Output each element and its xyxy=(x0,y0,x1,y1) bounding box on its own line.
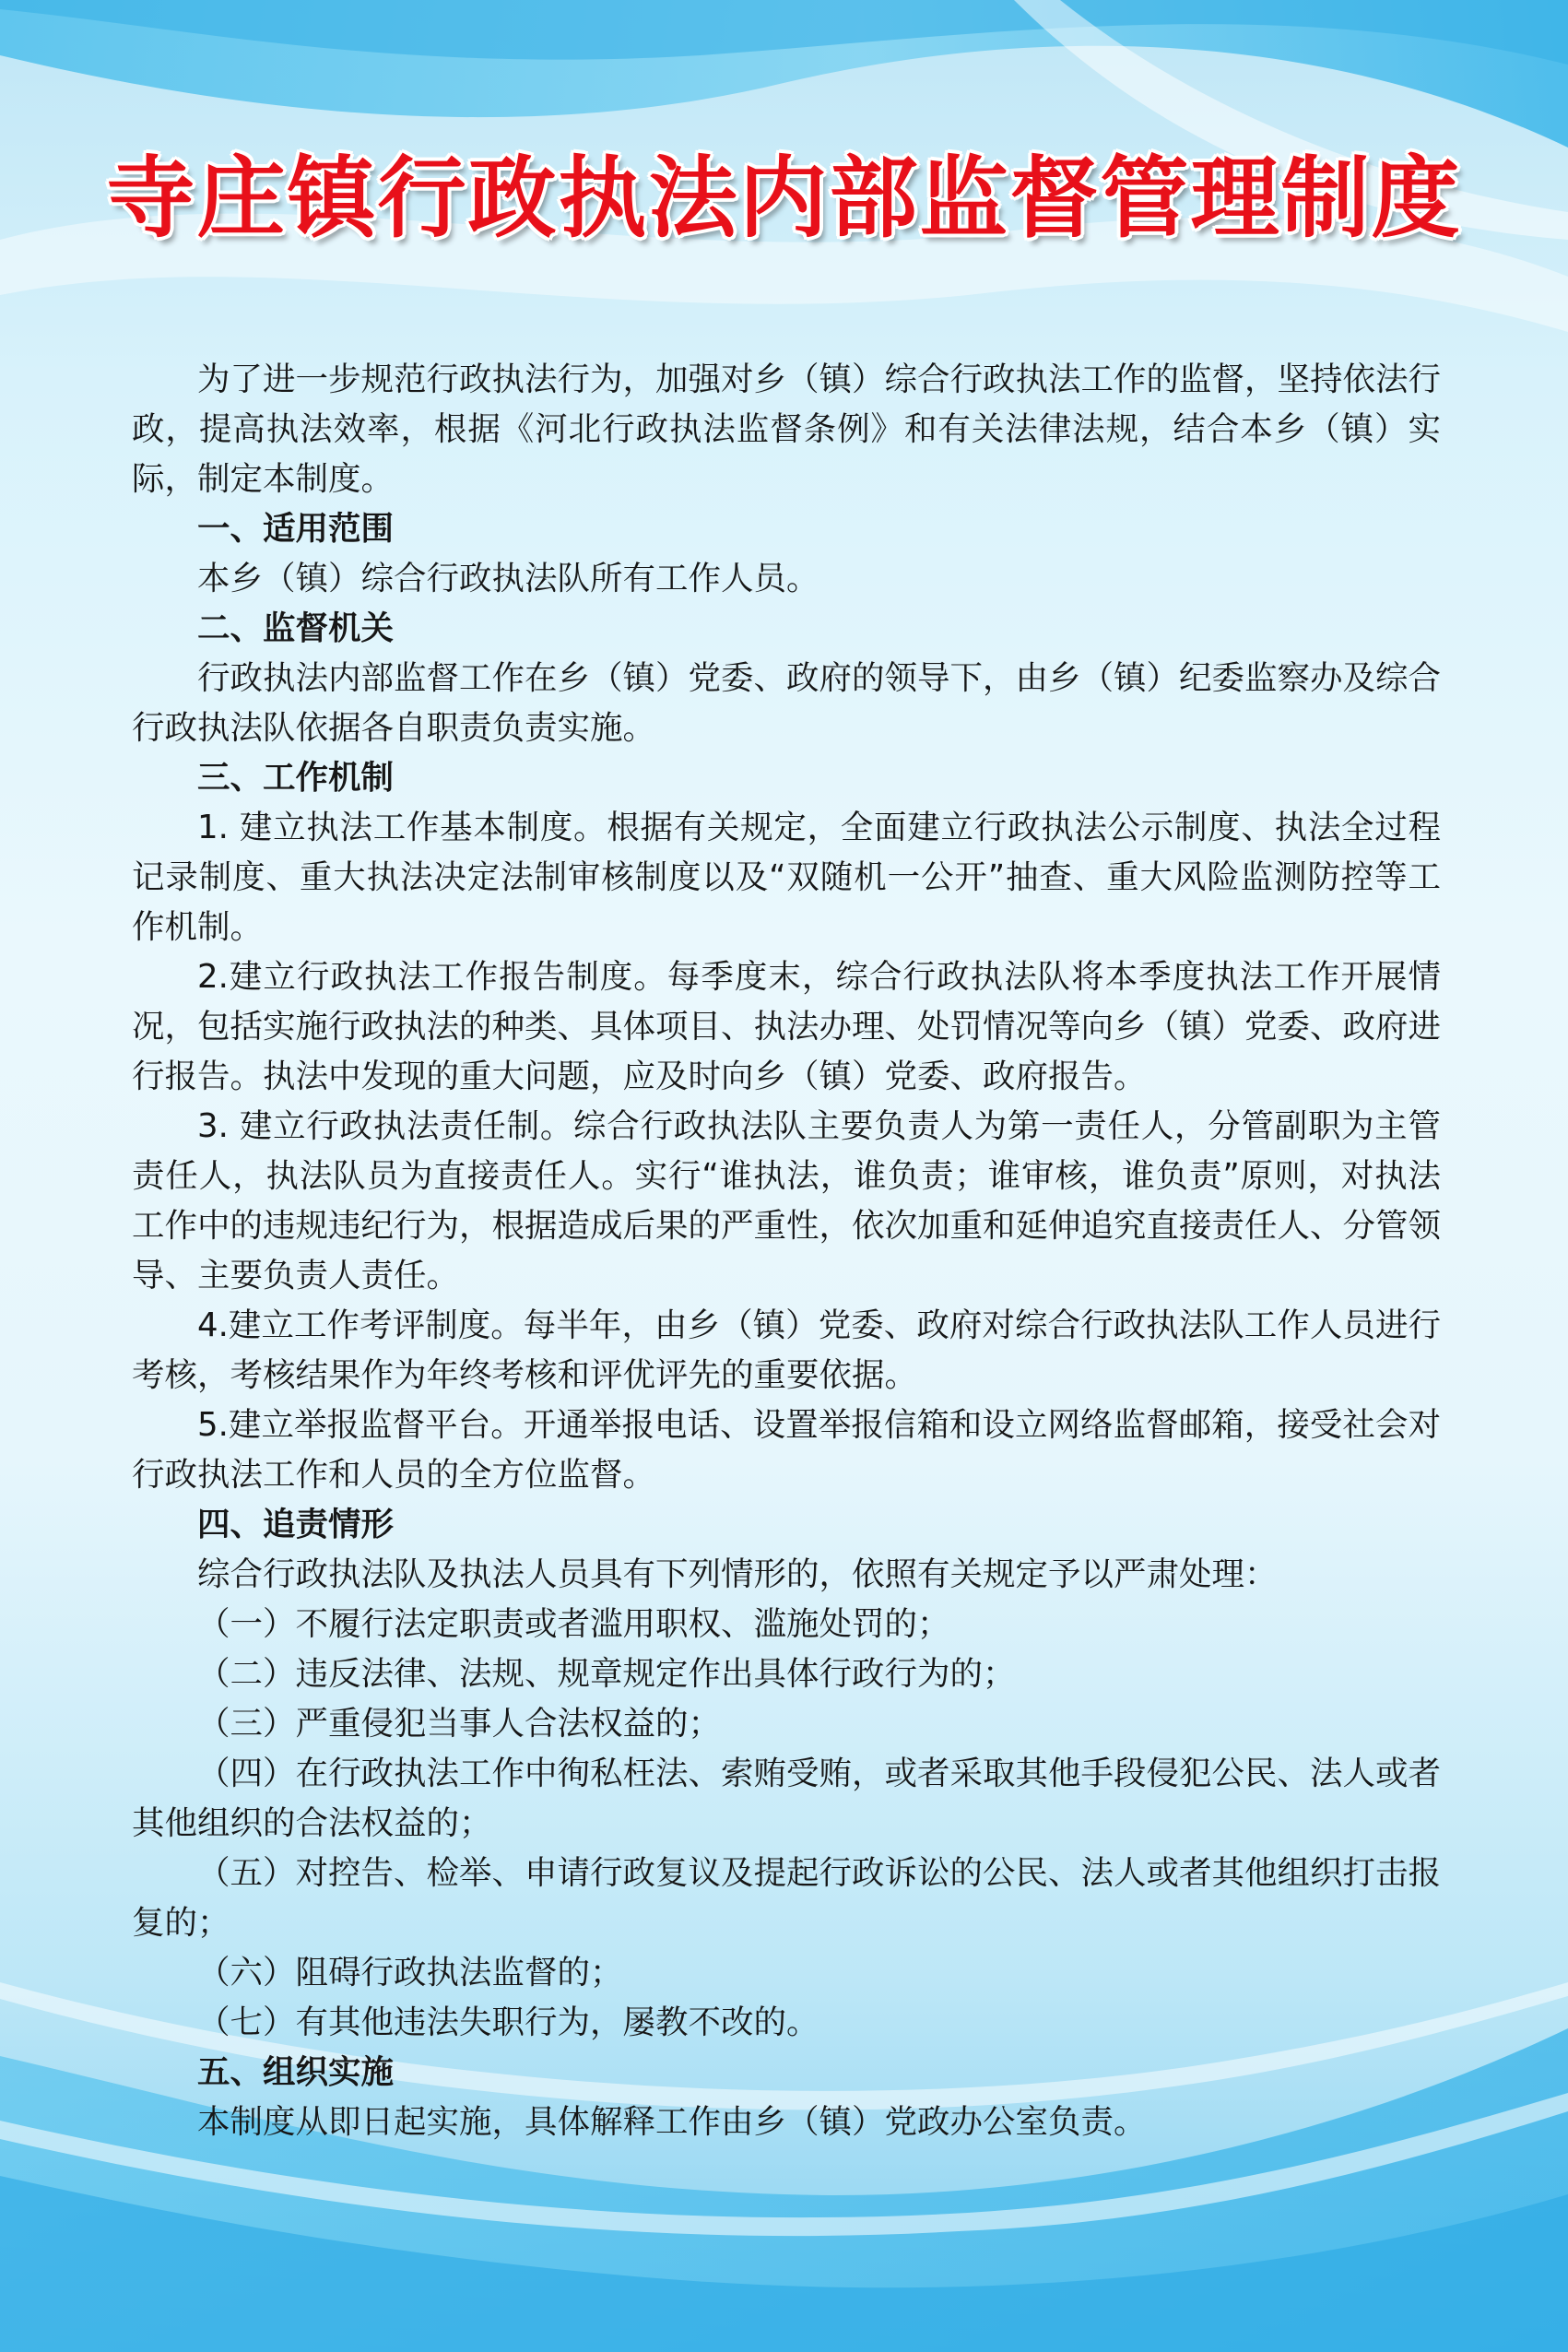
list-item: （七）有其他违法失职行为，屡教不改的。 xyxy=(197,2003,819,2041)
section-heading: 五、组织实施 xyxy=(197,2053,395,2091)
list-item: 2.建立行政执法工作报告制度。每季度末，综合行政执法队将本季度执法工作开展情况，包括实施行政执法的种类、具体项目、执法办理、处罚情况等向乡（镇）党委、政府进行报告。执法中发现的重大问题，应及时向乡（镇）党委、政府报告。 xyxy=(132,958,1442,1095)
list-item: 4.建立工作考评制度。每半年，由乡（镇）党委、政府对综合行政执法队工作人员进行考核，考核结果作为年终考核和评优评先的重要依据。 xyxy=(132,1306,1441,1394)
list-item: （三）严重侵犯当事人合法权益的； xyxy=(197,1705,722,1743)
paragraph: 本乡（镇）综合行政执法队所有工作人员。 xyxy=(197,560,819,597)
section-heading: 四、追责情形 xyxy=(197,1506,395,1543)
list-item: （六）阻碍行政执法监督的； xyxy=(197,1954,623,1992)
regulation-body xyxy=(132,355,1441,2147)
page-title: 寺庄镇行政执法内部监督管理制度 xyxy=(106,147,1462,250)
list-item: （五）对控告、检举、申请行政复议及提起行政诉讼的公民、法人或者其他组织打击报复的； xyxy=(132,1854,1442,1942)
section-heading: 三、工作机制 xyxy=(197,759,395,797)
paragraph: 综合行政执法队及执法人员具有下列情形的，依照有关规定予以严肃处理： xyxy=(197,1555,1278,1593)
list-item: （四）在行政执法工作中徇私枉法、索贿受贿，或者采取其他手段侵犯公民、法人或者其他组织的合法权益的； xyxy=(132,1755,1442,1842)
paragraph: 本制度从即日起实施，具体解释工作由乡（镇）党政办公室负责。 xyxy=(197,2103,1147,2141)
list-item: （二）违反法律、法规、规章规定作出具体行政行为的； xyxy=(197,1655,1016,1693)
list-item: （一）不履行法定职责或者滥用职权、滥施处罚的； xyxy=(197,1605,950,1643)
paragraph: 行政执法内部监督工作在乡（镇）党委、政府的领导下，由乡（镇）纪委监察办及综合行政执法队依据各自职责负责实施。 xyxy=(132,659,1442,747)
intro-paragraph: 为了进一步规范行政执法行为，加强对乡（镇）综合行政执法工作的监督，坚持依法行政，提高执法效率，根据《河北行政执法监督条例》和有关法律法规，结合本乡（镇）实际，制定本制度。 xyxy=(132,360,1442,498)
list-item: 5.建立举报监督平台。开通举报电话、设置举报信箱和设立网络监督邮箱，接受社会对行政执法工作和人员的全方位监督。 xyxy=(132,1406,1441,1494)
list-item: 3. 建立行政执法责任制。综合行政执法队主要负责人为第一责任人，分管副职为主管责任人，执法队员为直接责任人。实行“谁执法，谁负责；谁审核，谁负责”原则，对执法工作中的违规违纪行为，根据造成后果的严重性，依次加重和延伸追究直接责任人、分管领导、主要负责人责任。 xyxy=(132,1107,1442,1294)
section-heading: 二、监督机关 xyxy=(197,609,395,647)
list-item: 1. 建立执法工作基本制度。根据有关规定，全面建立行政执法公示制度、执法全过程记录制度、重大执法决定法制审核制度以及“双随机一公开”抽查、重大风险监测防控等工作机制。 xyxy=(132,809,1441,946)
section-heading: 一、适用范围 xyxy=(197,510,395,548)
